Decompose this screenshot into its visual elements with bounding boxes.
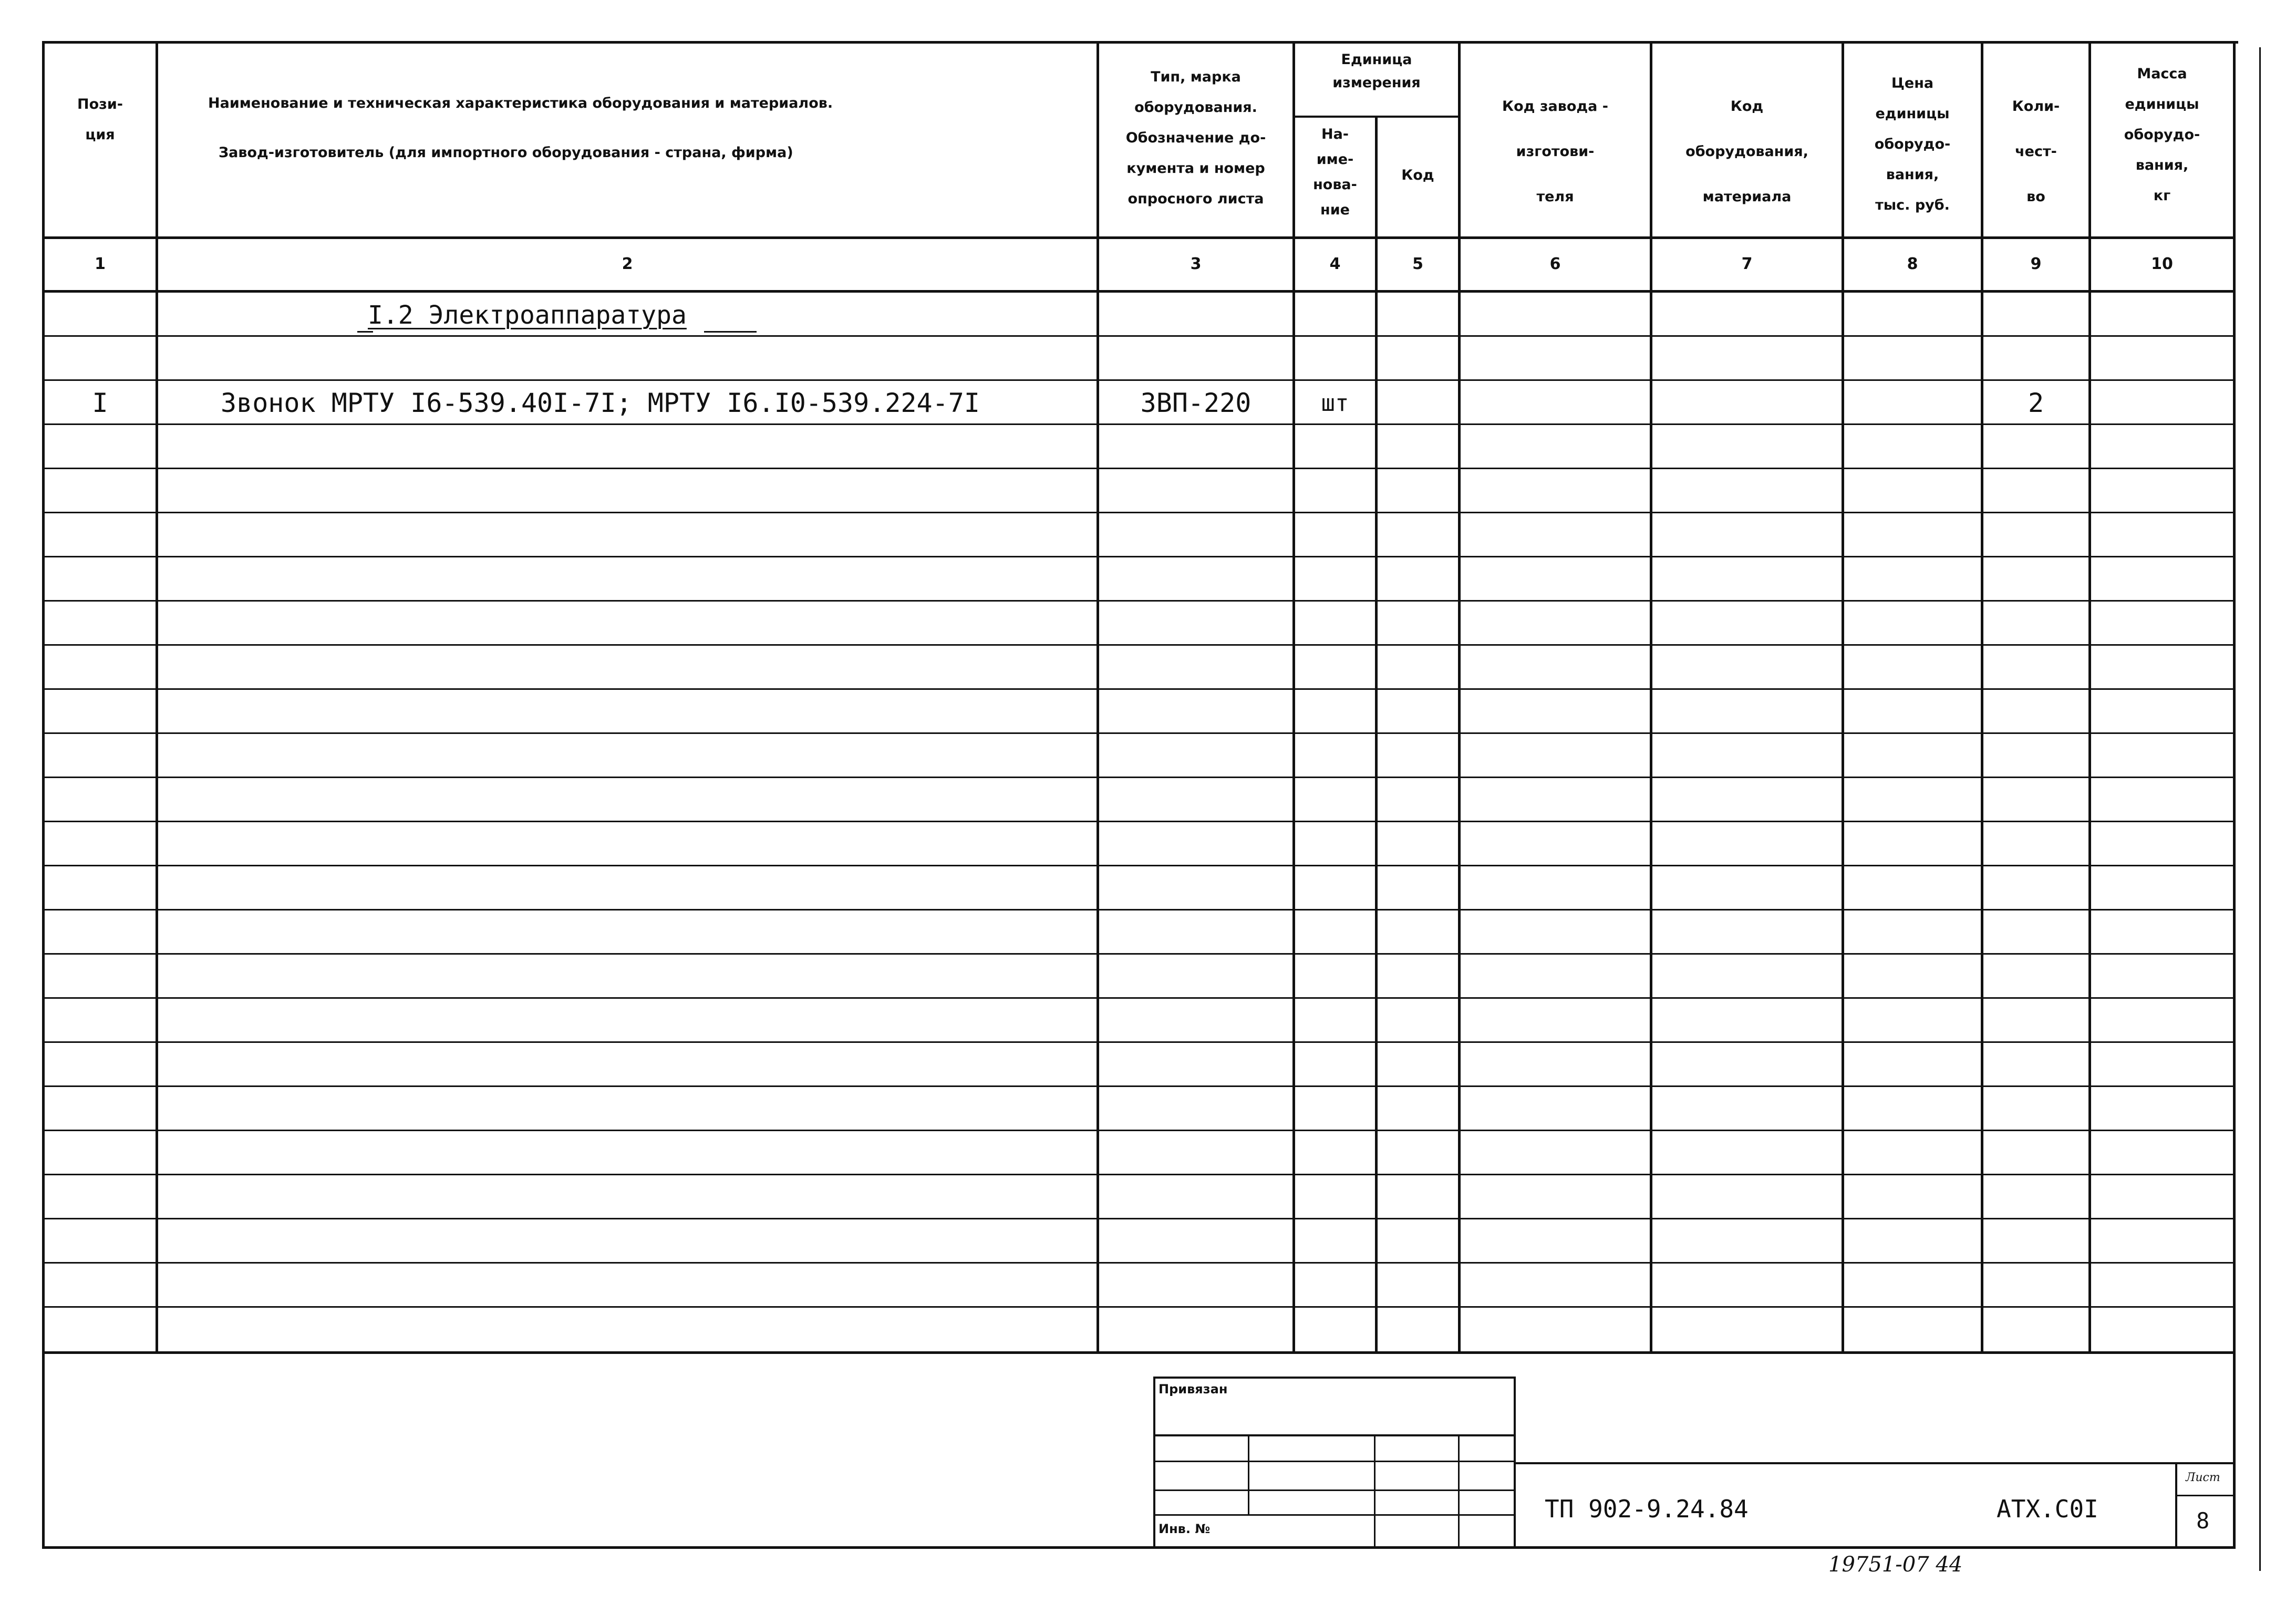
- table-row-quantity: 2: [2028, 388, 2044, 418]
- row-line: [42, 335, 2236, 337]
- column-number: 1: [95, 255, 106, 273]
- stamp-line: [1153, 1461, 1516, 1462]
- column-number: 3: [1190, 255, 1202, 273]
- stamp-vline: [1374, 1434, 1375, 1546]
- stamp-inv-label: Инв. №: [1159, 1522, 1211, 1536]
- unit-group-line: [1292, 116, 1461, 118]
- stamp-vline: [1458, 1434, 1460, 1546]
- numbers-bottom-line: [42, 290, 2236, 293]
- header-name-line2: Завод-изготовитель (для импортного оборудования - страна, фирма): [219, 144, 793, 161]
- header-unit-name: На- име- нова- ние: [1313, 126, 1357, 218]
- frame-right: [2233, 41, 2236, 1549]
- header-unit-code: Код: [1401, 167, 1434, 183]
- column-number: 2: [622, 255, 633, 273]
- sheet-code: АТХ.С0I: [1997, 1495, 2098, 1523]
- row-line: [42, 821, 2236, 822]
- header-quantity: Коли- чест- во: [2012, 98, 2060, 205]
- row-line: [42, 423, 2236, 425]
- frame-right-margin: [2259, 47, 2261, 1571]
- row-line: [42, 1306, 2236, 1308]
- row-line: [42, 909, 2236, 911]
- row-line: [42, 1262, 2236, 1264]
- header-bottom-line: [42, 236, 2236, 239]
- sheet-label: Лист: [2186, 1471, 2220, 1484]
- row-line: [42, 1174, 2236, 1175]
- row-line: [42, 1085, 2236, 1087]
- titleblock-top: [1516, 1462, 2236, 1464]
- stamp-line: [1153, 1434, 1516, 1436]
- frame-bottom: [42, 1546, 2236, 1549]
- header-type: Тип, марка оборудования. Обозначение до- кумента и номер опросного листа: [1125, 69, 1266, 207]
- stamp-line: [1153, 1489, 1516, 1491]
- frame-top: [42, 41, 2238, 44]
- row-line: [42, 777, 2236, 778]
- section-title: I.2 Электроаппаратура: [368, 301, 687, 330]
- row-line: [42, 865, 2236, 866]
- row-line: [42, 688, 2236, 690]
- row-line: [42, 644, 2236, 646]
- row-line: [42, 556, 2236, 557]
- row-line: [42, 1041, 2236, 1043]
- stamp-line: [1153, 1514, 1516, 1516]
- header-manufacturer-code: Код завода - изготови- теля: [1502, 98, 1608, 205]
- column-number: 5: [1412, 255, 1423, 273]
- sheet-number: 8: [2196, 1508, 2210, 1534]
- column-number: 6: [1549, 255, 1561, 273]
- table-row-unit: шт: [1321, 390, 1349, 417]
- stamp-vline: [1248, 1434, 1249, 1516]
- row-line: [42, 379, 2236, 381]
- row-line: [42, 512, 2236, 513]
- header-equipment-code: Код оборудования, материала: [1685, 98, 1808, 205]
- header-position: Пози- ция: [77, 96, 123, 143]
- table-row-position: I: [92, 388, 108, 418]
- column-number: 7: [1741, 255, 1753, 273]
- row-line: [42, 997, 2236, 999]
- table-bottom-line: [42, 1351, 2236, 1354]
- row-line: [42, 468, 2236, 469]
- row-line: [42, 1218, 2236, 1219]
- stamp-box-top: [1153, 1377, 1516, 1379]
- col-line-4: [1375, 117, 1378, 1353]
- column-number: 4: [1329, 255, 1341, 273]
- header-name-line1: Наименование и техническая характеристика оборудования и материалов.: [208, 95, 833, 111]
- section-title-underline-left: [357, 331, 373, 333]
- document-code: ТП 902-9.24.84: [1545, 1495, 1749, 1523]
- header-unit-group: Единица измерения: [1332, 51, 1421, 91]
- header-unit-price: Цена единицы оборудо- вания, тыс. руб.: [1874, 75, 1951, 213]
- section-title-underline-right: [704, 331, 757, 333]
- sheet-cell-mid: [2175, 1495, 2236, 1496]
- stamp-privyazan-label: Привязан: [1159, 1382, 1228, 1396]
- sheet-cell-left: [2175, 1462, 2177, 1546]
- row-line: [42, 1130, 2236, 1131]
- table-row-type: ЗВП-220: [1140, 388, 1252, 418]
- row-line: [42, 732, 2236, 734]
- column-number: 9: [2030, 255, 2042, 273]
- row-line: [42, 953, 2236, 955]
- header-unit-mass: Масса единицы оборудо- вания, кг: [2124, 66, 2200, 204]
- column-number: 10: [2151, 255, 2173, 273]
- column-number: 8: [1907, 255, 1918, 273]
- row-line: [42, 600, 2236, 602]
- handwritten-note: 19751-07 44: [1828, 1553, 1963, 1577]
- table-row-name: Звонок МРТУ I6-539.40I-7I; МРТУ I6.I0-539.224-7I: [221, 388, 980, 418]
